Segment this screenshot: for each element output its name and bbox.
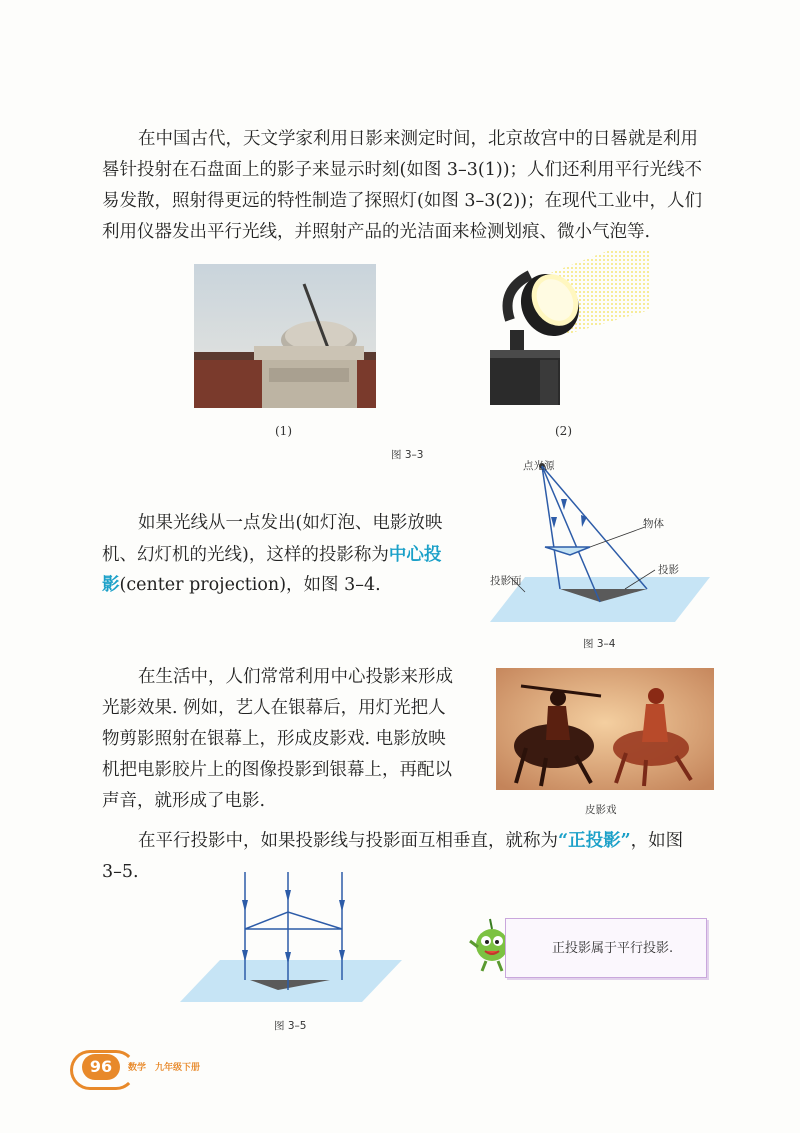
text-line: 晷针投射在石盘面上的影子来显示时刻(如图 3–3(1))；人们还利用平行光线不 [102, 160, 703, 180]
label-plane: 投影面 [490, 575, 522, 587]
term-orthographic-projection: “正投影” [558, 831, 631, 851]
text-line [102, 570, 381, 601]
center-projection-diagram [485, 452, 715, 632]
text-line: 声音，就形成了电影. [102, 791, 266, 811]
text-span: 在平行投影中，如果投影线与投影面互相垂直，就称为 [138, 831, 558, 851]
text-line: 物剪影照射在银幕上，形成皮影戏. 电影放映 [102, 729, 446, 749]
note-text: 正投影属于平行投影. [552, 941, 674, 956]
sundial-photo [194, 264, 376, 408]
text-line: 在生活中，人们常常利用中心投影来形成 [138, 667, 453, 687]
text-line [102, 540, 441, 571]
text-line: 3–5. [102, 862, 139, 882]
shadow-play-caption: 皮影戏 [585, 804, 617, 816]
text-line: 光影效果. 例如，艺人在银幕后，用灯光把人 [102, 698, 446, 718]
text-span: ，如图 [630, 831, 684, 851]
text-line: 如果光线从一点发出(如灯泡、电影放映 [138, 513, 443, 533]
text-line [138, 826, 683, 857]
figure-caption-sub-1: (1) [275, 424, 292, 438]
shadow-play-photo [496, 668, 714, 790]
orthographic-projection-diagram [180, 872, 405, 1007]
text-line: 利用仪器发出平行光线，并照射产品的光洁面来检测划痕、微小气泡等. [102, 222, 651, 242]
searchlight-photo [470, 250, 650, 410]
text-line: 在中国古代，天文学家利用日影来测定时间，北京故宫中的日晷就是利用 [138, 129, 698, 149]
text-span: (center projection)，如图 3–4. [119, 575, 381, 595]
figure-caption-3-3: 图 3–3 [391, 449, 424, 461]
label-object: 物体 [643, 518, 664, 530]
term-center-projection-cont: 影 [102, 575, 120, 595]
page-number: 96 [82, 1054, 120, 1080]
figure-caption-3-5: 图 3–5 [274, 1020, 307, 1032]
text-line: 机把电影胶片上的图像投影到银幕上，再配以 [102, 760, 452, 780]
figure-caption-3-4: 图 3–4 [583, 638, 616, 650]
label-light-source: 点光源 [523, 460, 555, 472]
term-center-projection: 中心投 [388, 545, 442, 565]
text-span: 机、幻灯机的光线)，这样的投影称为 [102, 545, 389, 565]
label-projection: 投影 [658, 564, 679, 576]
figure-caption-sub-2: (2) [555, 424, 572, 438]
text-line: 易发散，照射得更远的特性制造了探照灯(如图 3–3(2))；在现代工业中，人们 [102, 191, 703, 211]
book-title: 数学 九年级下册 [128, 1063, 201, 1073]
